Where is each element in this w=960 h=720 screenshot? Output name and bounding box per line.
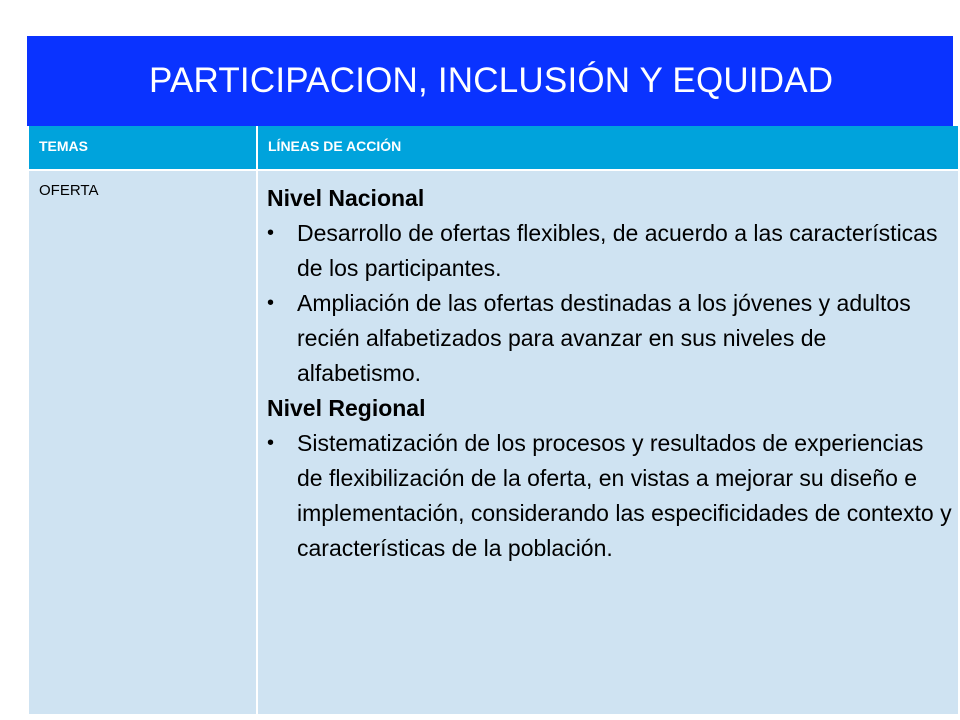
column-divider <box>256 171 258 714</box>
header-lineas-de-accion: LÍNEAS DE ACCIÓN <box>268 138 402 154</box>
page-title: PARTICIPACION, INCLUSIÓN Y EQUIDAD <box>149 61 834 100</box>
tema-cell: OFERTA <box>39 182 99 199</box>
action-lines-table <box>29 126 958 714</box>
section-heading-regional: Nivel Regional <box>267 395 426 421</box>
bullet-list-nacional <box>267 216 952 391</box>
bullet-icon: • <box>267 292 275 314</box>
section-heading-nacional: Nivel Nacional <box>267 185 425 211</box>
bullet-icon: • <box>267 222 275 244</box>
list-item <box>267 216 952 286</box>
bullet-list-regional <box>267 426 952 566</box>
table-row <box>29 171 958 714</box>
list-item-text: Desarrollo de ofertas flexibles, de acuerdo a las características de los participantes. <box>297 220 938 281</box>
list-item-text: Ampliación de las ofertas destinadas a los jóvenes y adultos recién alfabetizados para avanzar en sus niveles de alfabetismo. <box>297 290 911 386</box>
list-item <box>267 286 952 391</box>
column-divider <box>256 126 258 169</box>
lineas-cell <box>267 181 952 566</box>
list-item <box>267 426 952 566</box>
bullet-icon: • <box>267 432 275 454</box>
title-bar <box>27 36 953 126</box>
header-temas: TEMAS <box>39 138 88 154</box>
table-header-row <box>29 126 958 169</box>
list-item-text: Sistematización de los procesos y resultados de experiencias de flexibilización de la oferta, en vistas a mejorar su diseño e implementación, considerando las especificidades de contexto y características de la población. <box>297 430 952 561</box>
